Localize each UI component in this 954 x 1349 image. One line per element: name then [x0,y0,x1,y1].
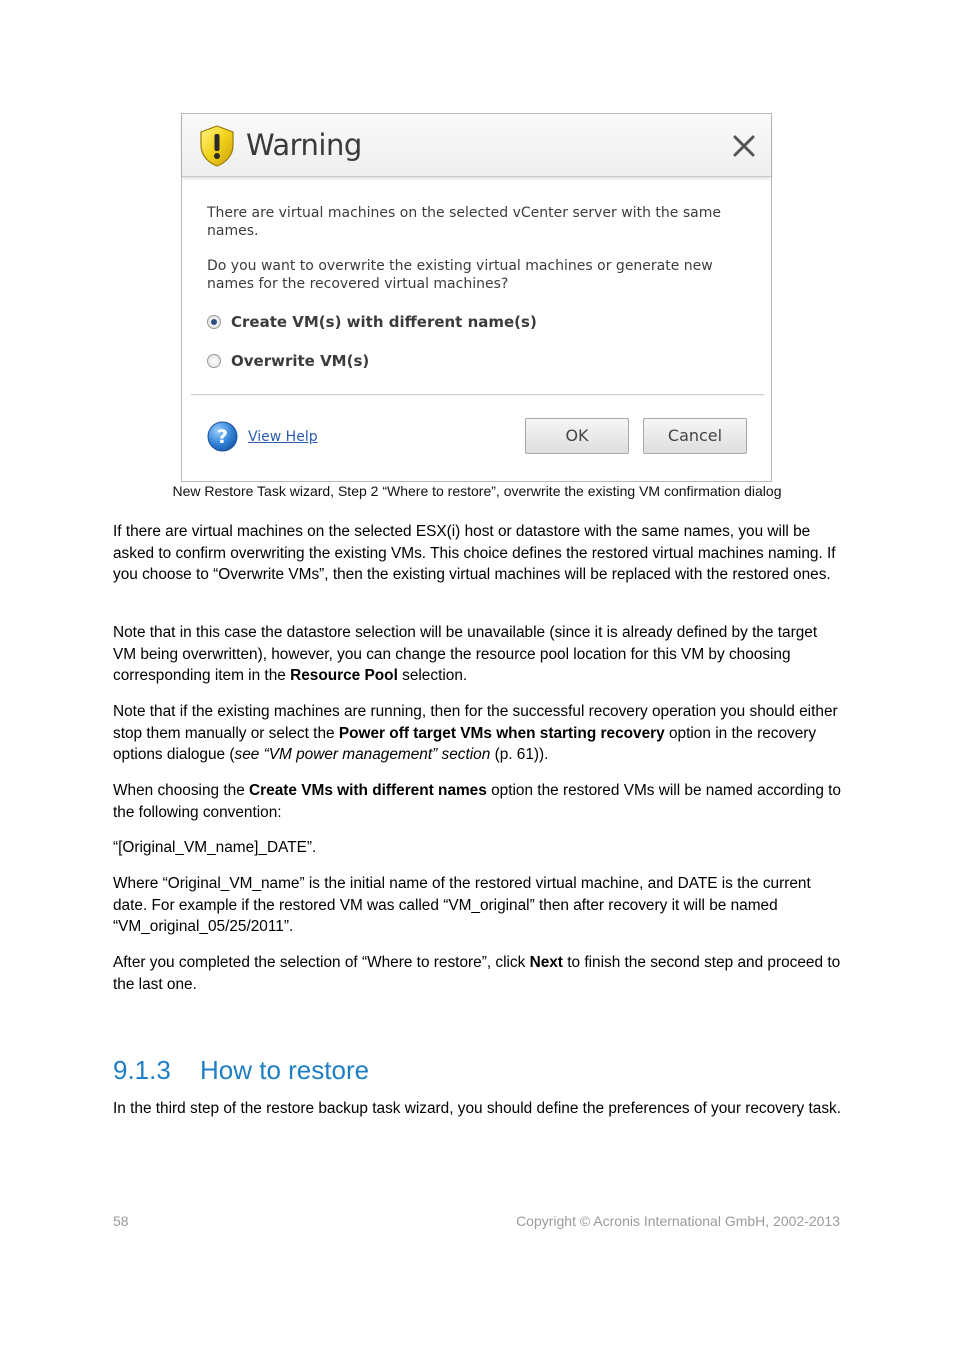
radio-unselected-icon[interactable] [207,354,221,368]
page-number: 58 [113,1213,129,1229]
next-term: Next [529,954,563,971]
warning-dialog [181,113,772,482]
section-title: How to restore [200,1055,370,1085]
warning-icon [198,125,236,167]
paragraph-next-step: After you completed the selection of “Where to restore”, click Next to finish the second step and proceed to the last one. [113,954,841,993]
power-off-option-term: Power off target VMs when starting recovery [338,724,665,742]
section-number: 9.1.3 [113,1055,171,1085]
option-label: Create VM(s) with different name(s) [231,313,537,331]
option-overwrite[interactable] [207,352,369,370]
paragraph-third-step: In the third step of the restore backup task wizard, you should define the preferences of your recovery task. [113,1100,842,1117]
view-help-link[interactable]: View Help [248,429,318,445]
help-icon[interactable] [207,421,238,452]
paragraph-confirm-overwrite: If there are virtual machines on the selected ESX(i) host or datastore with the same names, you will be asked to confirm overwriting the existing VMs. This choice defines the restored virtual machines naming. If you choose to “Overwrite VMs”, then the existing virtual machines will be replaced with the restored ones. [113,523,836,584]
cancel-button[interactable]: Cancel [643,418,747,454]
paragraph-datastore-note: Note that in this case the datastore selection will be unavailable (since it is already defined by the target VM being overwritten), however, you can change the resource pool location for this VM by choosing corresponding item in the Resource Pool selection. [113,624,818,685]
dialog-divider [191,394,764,395]
section-reference: see “VM power management” section [234,746,491,764]
create-vms-option-term: Create VMs with different names [249,782,487,799]
section-heading [113,1055,369,1086]
svg-text:?: ? [216,426,229,448]
paragraph-running-machines-note: Note that if the existing machines are running, then for the successful recovery operation you should either stop them manually or select the Power off target VMs when starting recovery option in the recovery options dialogue (see “VM power management” section (p. 61)). [113,703,838,764]
option-label: Overwrite VM(s) [231,352,370,370]
radio-selected-icon[interactable] [207,315,221,329]
close-icon[interactable] [732,134,756,158]
paragraph-name-pattern: “[Original_VM_name]_DATE”. [113,839,317,856]
option-create-different-names[interactable] [207,313,537,331]
dialog-title: Warning [246,128,362,162]
dialog-message-same-names: There are virtual machines on the selected vCenter server with the same names. [207,205,721,239]
copyright-notice: Copyright © Acronis International GmbH, 2002-2013 [516,1213,840,1229]
figure-caption: New Restore Task wizard, Step 2 “Where to restore”, overwrite the existing VM confirmation dialog [172,483,782,499]
paragraph-name-example: Where “Original_VM_name” is the initial name of the restored virtual machine, and DATE is the current date. For example if the restored VM was called “VM_original” then after recovery it will be named “VM_original_05/25/2011”. [113,875,811,936]
paragraph-naming-convention: When choosing the Create VMs with different names option the restored VMs will be named according to the following convention: [113,782,841,821]
ok-button[interactable]: OK [525,418,629,454]
dialog-message-question: Do you want to overwrite the existing virtual machines or generate new names for the recovered virtual machines? [207,258,713,292]
dialog-header [182,114,771,177]
resource-pool-term: Resource Pool [290,667,398,685]
